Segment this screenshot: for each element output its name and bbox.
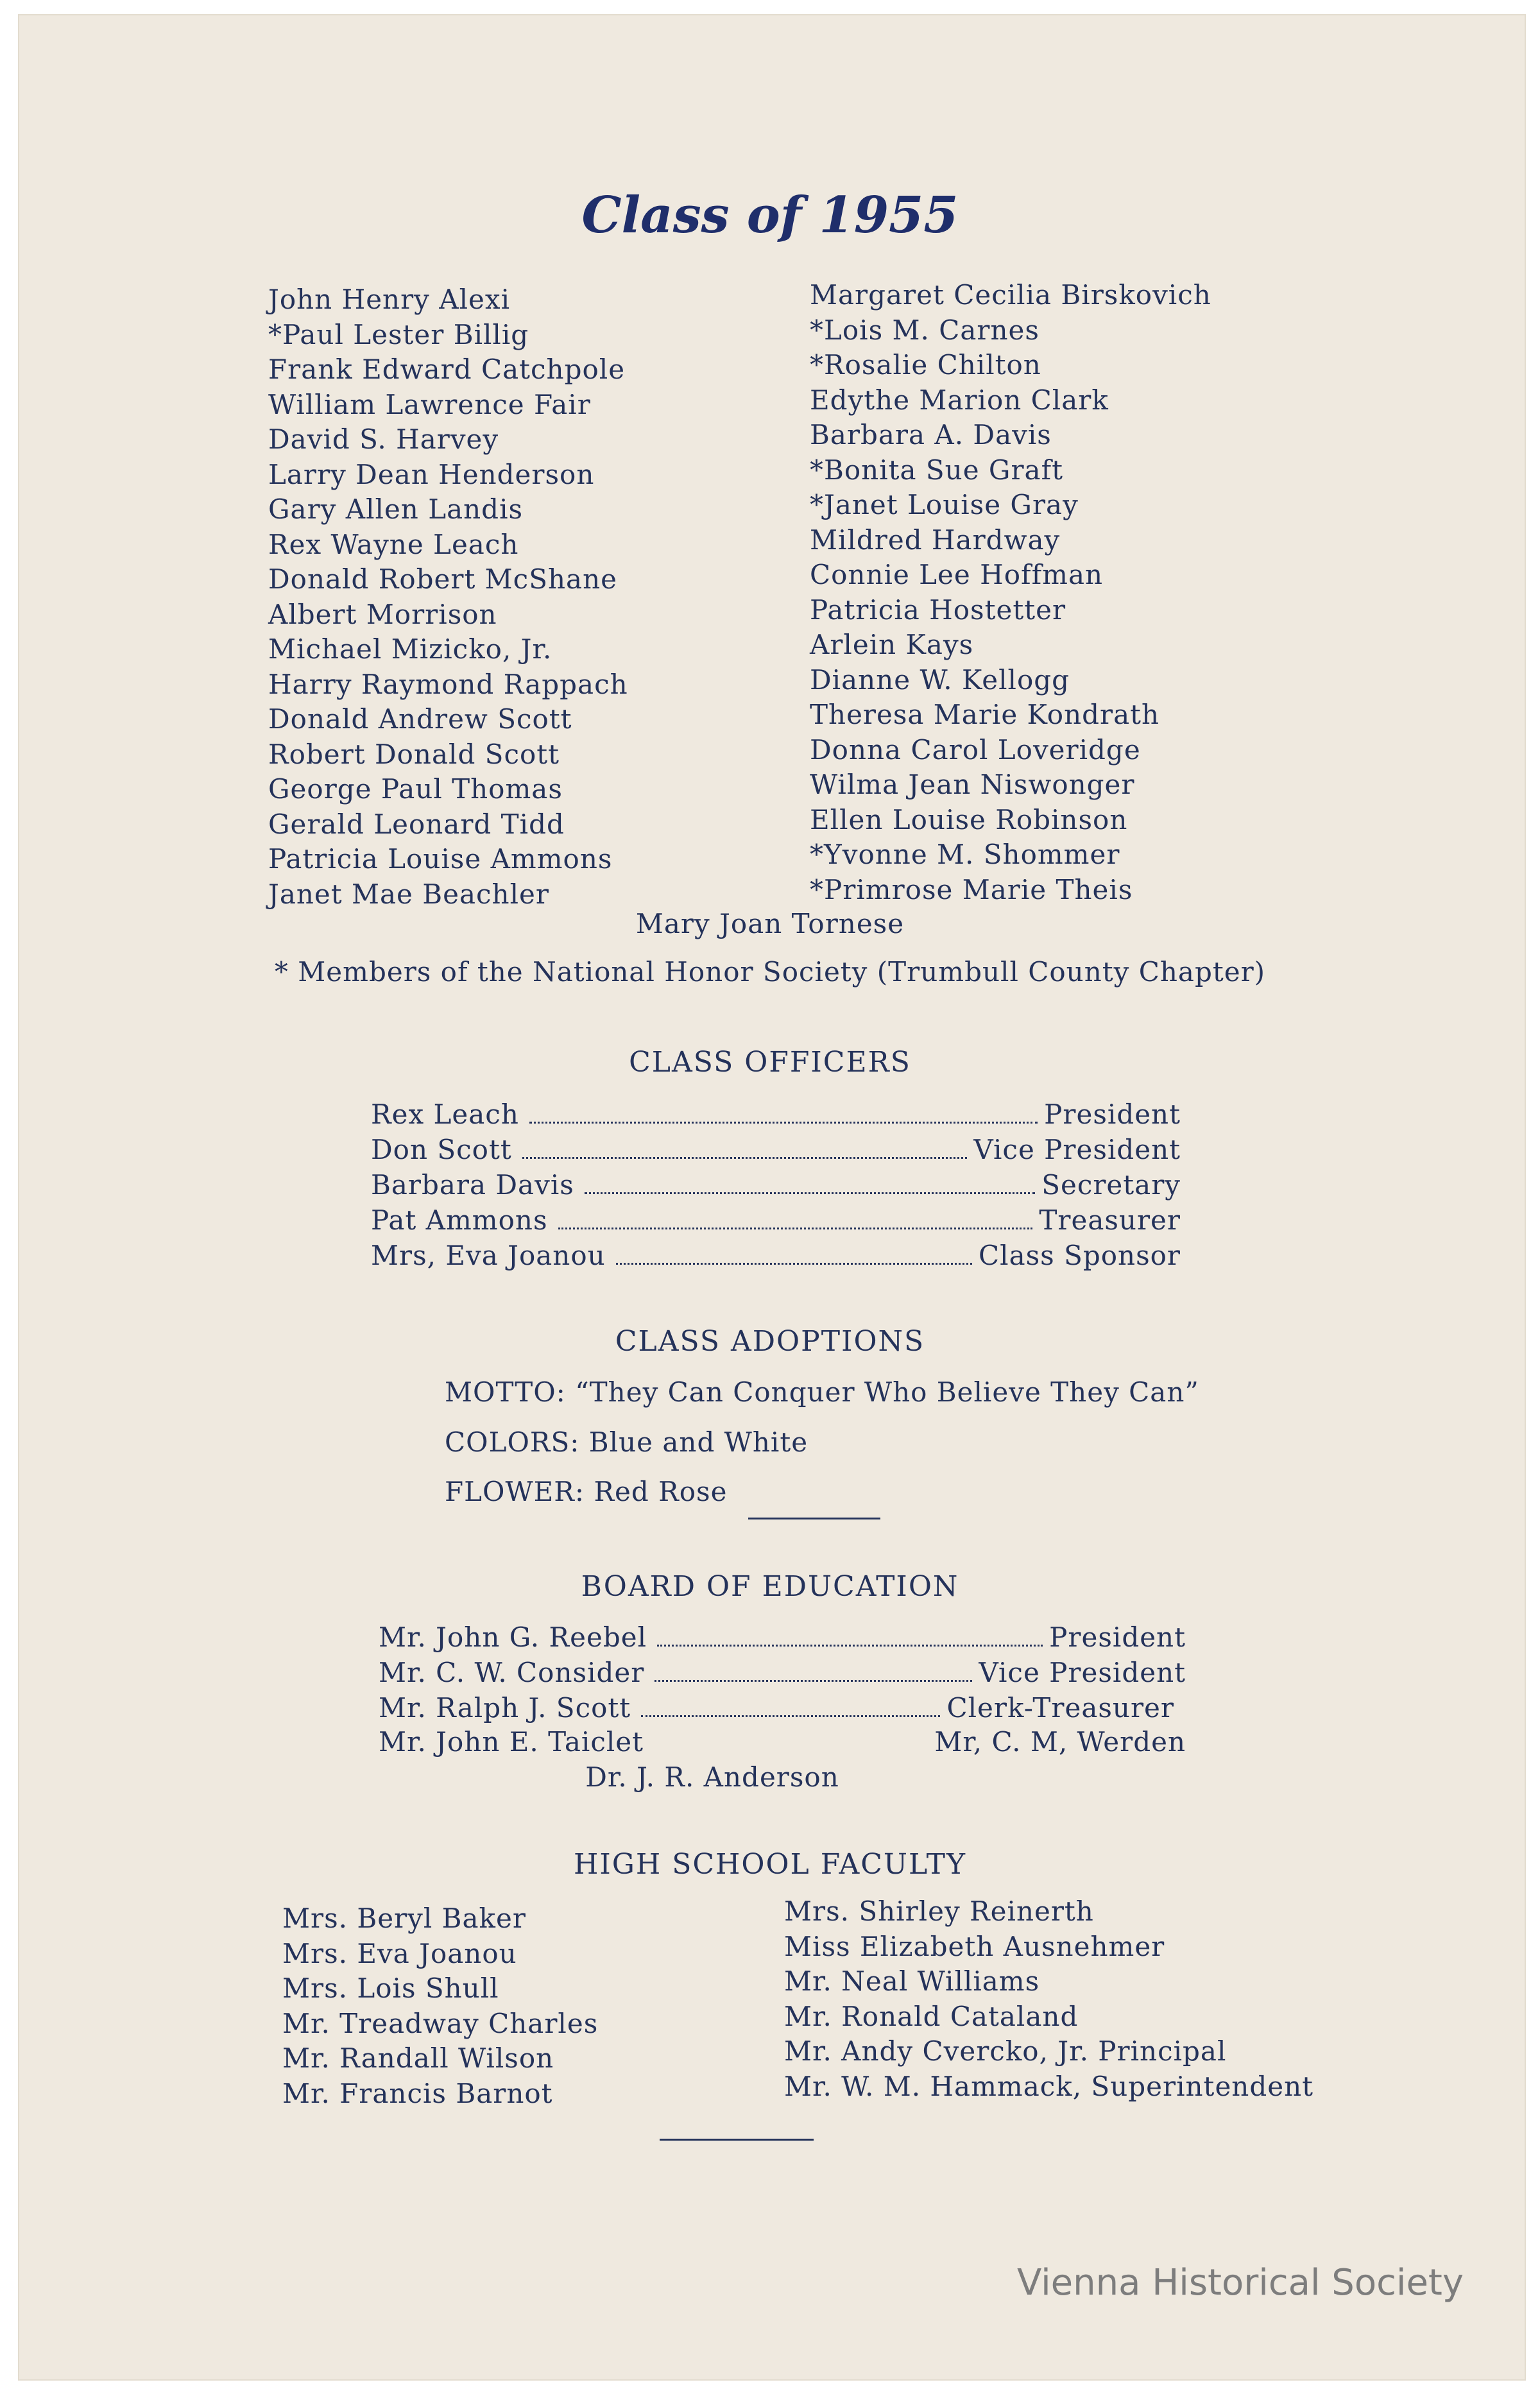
board-member-name: Mr. John E. Taiclet	[379, 1726, 644, 1758]
board-row	[379, 1622, 1186, 1653]
graduate-name: David S. Harvey	[268, 424, 499, 455]
faculty-name: Mr. Ronald Cataland	[784, 2000, 1079, 2032]
officer-name: Pat Ammons	[371, 1204, 548, 1236]
graduate-name: Robert Donald Scott	[268, 738, 560, 770]
graduate-name: Larry Dean Henderson	[268, 458, 595, 490]
faculty-name: Mr. Randall Wilson	[282, 2042, 554, 2074]
graduate-name: Donald Robert McShane	[268, 563, 617, 595]
board-row	[379, 1726, 1186, 1758]
graduate-name: Harry Raymond Rappach	[268, 668, 628, 700]
officer-name: Don Scott	[371, 1134, 512, 1165]
officer-row	[371, 1169, 1181, 1201]
graduate-name: Janet Mae Beachler	[268, 878, 549, 910]
graduate-name: Donald Andrew Scott	[268, 703, 572, 735]
leader-dots	[641, 1715, 940, 1717]
graduate-name: Albert Morrison	[268, 598, 497, 630]
faculty-right-column	[784, 1894, 1313, 2104]
leader-dots	[657, 1645, 1043, 1647]
graduate-name: *Janet Louise Gray	[810, 489, 1079, 520]
faculty-name: Mr. Treadway Charles	[282, 2007, 599, 2039]
leader-dots	[654, 1680, 972, 1682]
board-member-name: Dr. J. R. Anderson	[585, 1761, 839, 1793]
officer-name: Rex Leach	[371, 1099, 519, 1130]
board-member-name: Mr. C. W. Consider	[379, 1657, 645, 1688]
board-heading: BOARD OF EDUCATION	[581, 1570, 959, 1603]
class-adoptions-heading: CLASS ADOPTIONS	[615, 1325, 925, 1358]
officer-row	[371, 1134, 1181, 1165]
graduate-name: *Yvonne M. Shommer	[810, 839, 1120, 870]
graduate-name: Dianne W. Kellogg	[810, 663, 1070, 696]
graduate-name: George Paul Thomas	[268, 773, 563, 805]
officer-role: Class Sponsor	[979, 1240, 1181, 1271]
faculty-name: Mrs. Lois Shull	[282, 1972, 499, 2004]
faculty-left-column	[282, 1901, 598, 2111]
board-member-name: Mr. John G. Reebel	[379, 1622, 647, 1653]
flower-text: Red Rose	[594, 1476, 728, 1507]
motto-label: MOTTO:	[445, 1376, 566, 1408]
faculty-name: Miss Elizabeth Ausnehmer	[784, 1930, 1165, 1962]
graduate-name: John Henry Alexi	[268, 284, 510, 315]
watermark: Vienna Historical Society	[1017, 2262, 1464, 2304]
section-divider	[748, 1518, 880, 1519]
graduate-name: Donna Carol Loveridge	[810, 733, 1141, 766]
graduate-name: *Primrose Marie Theis	[810, 873, 1133, 905]
graduate-name: Arlein Kays	[810, 629, 974, 660]
board-member-name: Mr. Ralph J. Scott	[379, 1692, 631, 1724]
board-member-role: Vice President	[979, 1657, 1186, 1688]
leader-dots	[529, 1122, 1038, 1124]
colors-line	[445, 1426, 808, 1458]
graduate-name: Theresa Marie Kondrath	[810, 699, 1160, 730]
faculty-name: Mr. Andy Cvercko, Jr. Principal	[784, 2035, 1227, 2067]
faculty-heading: HIGH SCHOOL FACULTY	[573, 1848, 967, 1881]
board-member-name: Mr, C. M, Werden	[934, 1726, 1186, 1758]
graduate-name: *Bonita Sue Graft	[810, 454, 1064, 486]
officer-row	[371, 1240, 1181, 1271]
officer-role: Vice President	[973, 1134, 1181, 1165]
section-divider	[660, 2139, 814, 2141]
graduate-name: Patricia Louise Ammons	[268, 843, 613, 875]
motto-line	[445, 1376, 1199, 1408]
leader-dots	[585, 1192, 1035, 1194]
motto-text: “They Can Conquer Who Believe They Can”	[575, 1376, 1199, 1408]
graduate-name: Wilma Jean Niswonger	[810, 769, 1135, 800]
graduate-name: Ellen Louise Robinson	[810, 803, 1128, 835]
graduate-name: Rex Wayne Leach	[268, 528, 519, 560]
graduates-right-column	[810, 278, 1211, 907]
officer-role: President	[1044, 1099, 1181, 1130]
graduate-name: William Lawrence Fair	[268, 388, 591, 420]
leader-dots	[558, 1228, 1033, 1229]
graduate-name: Connie Lee Hoffman	[810, 559, 1104, 590]
flower-line	[445, 1476, 727, 1507]
officer-name: Barbara Davis	[371, 1169, 574, 1201]
graduate-name: Barbara A. Davis	[810, 419, 1052, 450]
graduate-name: Mildred Hardway	[810, 524, 1061, 556]
faculty-name: Mr. Francis Barnot	[282, 2077, 553, 2109]
colors-text: Blue and White	[588, 1426, 809, 1458]
flower-label: FLOWER:	[445, 1476, 585, 1507]
graduate-name: *Lois M. Carnes	[810, 314, 1040, 346]
graduate-name: Michael Mizicko, Jr.	[268, 633, 552, 665]
leader-dots	[522, 1157, 968, 1159]
graduates-left-column	[268, 282, 628, 912]
board-row	[379, 1692, 1174, 1724]
board-member-role: President	[1049, 1622, 1186, 1653]
faculty-name: Mrs. Eva Joanou	[282, 1937, 517, 1969]
graduate-name: Patricia Hostetter	[810, 594, 1066, 626]
graduate-name: Margaret Cecilia Birskovich	[810, 279, 1211, 311]
officer-row	[371, 1204, 1181, 1236]
page-title: Class of 1955	[581, 186, 959, 244]
graduate-name-last: Mary Joan Tornese	[635, 908, 905, 939]
graduate-name: Gerald Leonard Tidd	[268, 808, 565, 840]
colors-label: COLORS:	[445, 1426, 580, 1458]
board-row	[379, 1657, 1186, 1688]
officer-row	[371, 1099, 1181, 1130]
faculty-name: Mr. W. M. Hammack, Superintendent	[784, 2070, 1314, 2102]
graduate-name: Frank Edward Catchpole	[268, 354, 626, 385]
faculty-name: Mr. Neal Williams	[784, 1965, 1040, 1997]
graduate-name: Gary Allen Landis	[268, 493, 524, 525]
graduate-name: Edythe Marion Clark	[810, 384, 1109, 416]
officer-role: Treasurer	[1039, 1204, 1181, 1236]
officer-role: Secretary	[1041, 1169, 1181, 1201]
graduate-name: *Rosalie Chilton	[810, 349, 1041, 381]
class-officers-heading: CLASS OFFICERS	[629, 1046, 911, 1079]
board-member-role: Clerk-Treasurer	[946, 1692, 1174, 1724]
faculty-name: Mrs. Beryl Baker	[282, 1903, 526, 1934]
officer-name: Mrs, Eva Joanou	[371, 1240, 606, 1271]
graduate-name: *Paul Lester Billig	[268, 318, 529, 350]
leader-dots	[616, 1263, 972, 1265]
faculty-name: Mrs. Shirley Reinerth	[784, 1895, 1094, 1927]
honor-society-note: * Members of the National Honor Society (Trumbull County Chapter)	[274, 956, 1266, 988]
